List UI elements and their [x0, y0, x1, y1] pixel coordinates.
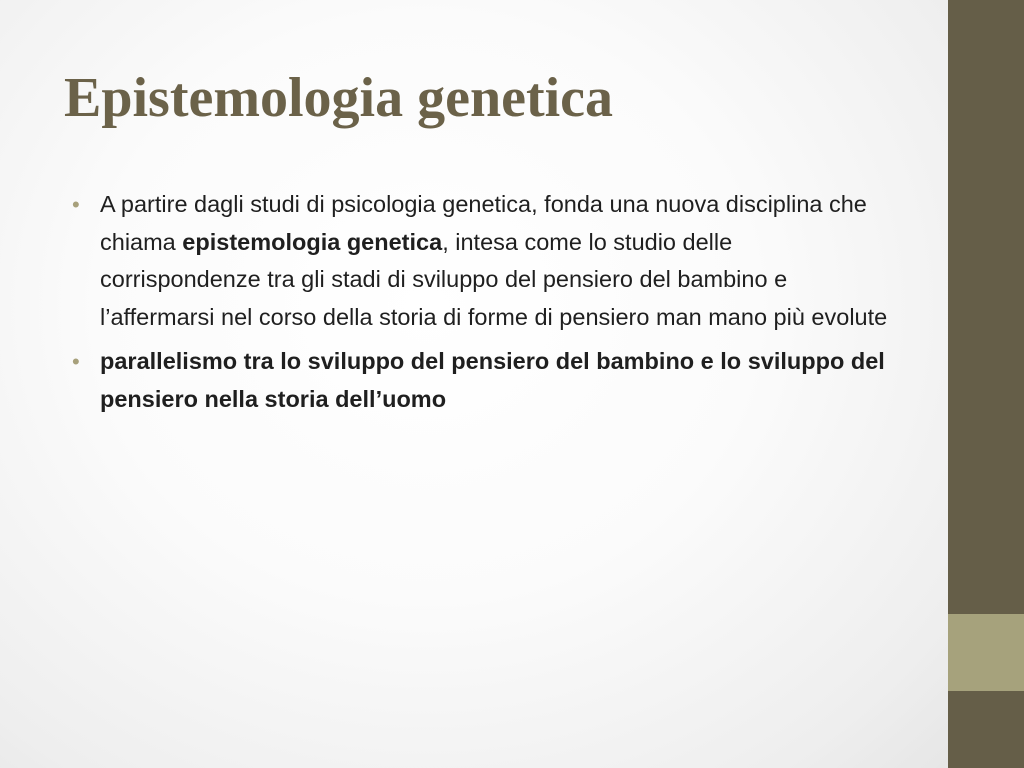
bullet-item-1 — [72, 186, 892, 336]
bullet-item-2 — [72, 343, 892, 418]
bullet-1-text-before: A partire dagli studi di psicologia genetica, fonda una nuova disciplina che chiama — [100, 191, 867, 255]
slide-title: Epistemologia genetica — [64, 67, 614, 129]
bullet-list — [72, 186, 892, 425]
side-accent-block — [948, 614, 1024, 691]
bullet-2-bold-text: parallelismo tra lo sviluppo del pensiero del bambino e lo sviluppo del pensiero nella storia dell’uomo — [100, 348, 885, 412]
bullet-icon: • — [72, 349, 80, 374]
bullet-1-bold-term: epistemologia genetica — [182, 228, 443, 255]
bullet-icon: • — [72, 192, 80, 217]
bullet-1-text-after: , intesa come lo studio delle corrispondenze tra gli stadi di sviluppo del pensiero del bambino e l’affermarsi nel corso della storia di forme di pensiero man mano più evolute — [100, 228, 888, 330]
